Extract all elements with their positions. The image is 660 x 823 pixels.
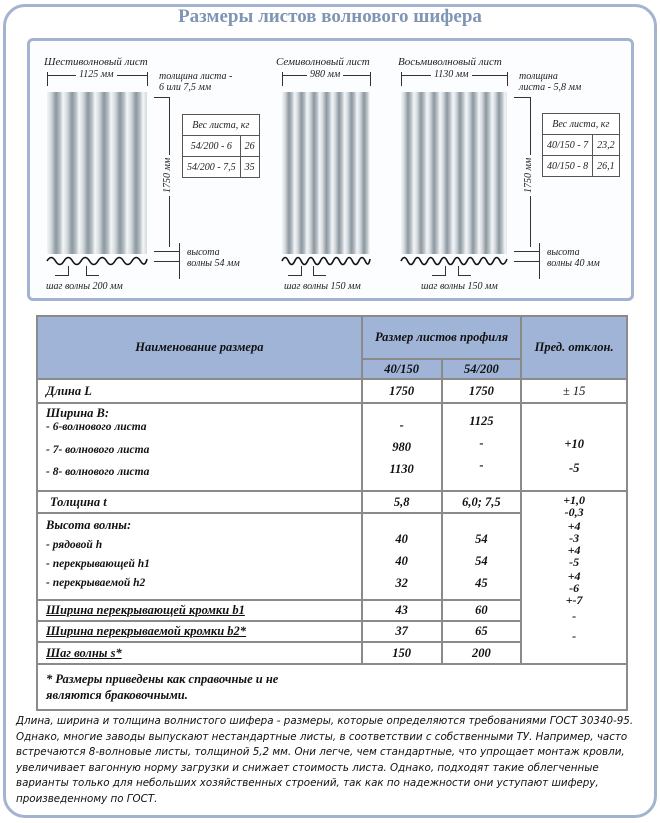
wave-profile-icon bbox=[400, 253, 508, 267]
width-label: 980 мм bbox=[307, 69, 343, 80]
wave-pitch-label: шаг волны 150 мм bbox=[284, 281, 361, 292]
table-row: Ширина перекрывающей кромки b1 43 60 bbox=[37, 600, 627, 621]
corrugated-sheet-image bbox=[401, 92, 507, 254]
sheet-caption: Семиволновый лист bbox=[276, 56, 370, 68]
wave-pitch-label: шаг волны 150 мм bbox=[421, 281, 498, 292]
wave-pitch-label: шаг волны 200 мм bbox=[46, 281, 123, 292]
table-row: Ширина B: - 6-волнового листа - 7- волнового листа - 8- волнового листа - 980 1130 1125 - - +10 -5 bbox=[37, 403, 627, 491]
diagram-panel bbox=[27, 38, 634, 301]
footnote: * Размеры приведены как справочные и не являются браковочными. bbox=[37, 664, 627, 710]
header-profile-group: Размер листов профиля bbox=[362, 316, 522, 359]
header-tolerance: Пред. отклон. bbox=[521, 316, 627, 379]
corrugated-sheet-image bbox=[282, 92, 370, 254]
table-row: Длина L 1750 1750 ± 15 bbox=[37, 379, 627, 403]
height-label: 1750 мм bbox=[523, 155, 534, 196]
height-label: 1750 мм bbox=[162, 155, 173, 196]
thickness-label: толщина листа - 5,8 мм bbox=[519, 71, 582, 93]
wave-height-label: высота волны 40 мм bbox=[547, 247, 600, 269]
spec-table-container bbox=[36, 315, 628, 711]
footnote-row bbox=[37, 664, 627, 710]
table-row: Толщина t 5,8 6,0; 7,5 +1,0 -0,3 +4 -3 +4 -5 +4 -6 +-7 - - bbox=[37, 491, 627, 513]
width-label: 1130 мм bbox=[431, 69, 472, 80]
corrugated-sheet-image bbox=[47, 92, 147, 254]
table-row: Ширина перекрываемой кромки b2* 37 65 bbox=[37, 621, 627, 642]
sheet-caption: Восьмиволновый лист bbox=[398, 56, 502, 68]
table-row: Высота волны: - рядовой h - перекрывающей h1 - перекрываемой h2 40 40 32 54 54 45 bbox=[37, 513, 627, 600]
weight-table: Вес листа, кг 40/150 - 7 23,2 40/150 - 8 26,1 bbox=[542, 113, 620, 177]
wave-profile-icon bbox=[46, 253, 148, 267]
wave-profile-icon bbox=[281, 253, 371, 267]
page-title: Размеры листов волнового шифера bbox=[178, 6, 482, 27]
description-text: Длина, ширина и толщина волнистого шифера - размеры, которые определяются требованиями ГОСТ 30340-95. Однако, многие заводы выпускают нестандартные листы, в соответствии с собственными ТУ. Например, часто встречаются 8-волновые листы, толщиной 5,2 мм. Они легче, чем стандартные, что упрощает монтаж кровли, увеличивает вагонную норму загрузки и снижает стоимость листа. Однако, подходят такие облегченные варианты только для небольших хозяйственных строений, так как по надежности они уступают шиферу, произведенному по ГОСТ. bbox=[16, 715, 634, 805]
six-wave-sheet-diagram bbox=[30, 41, 270, 301]
table-row: Шаг волны s* 150 200 bbox=[37, 642, 627, 664]
header-profile-a: 40/150 bbox=[362, 359, 442, 379]
weight-table: Вес листа, кг 54/200 - 6 26 54/200 - 7,5 35 bbox=[182, 114, 260, 178]
width-label: 1125 мм bbox=[76, 69, 117, 80]
seven-wave-sheet-diagram bbox=[270, 41, 400, 301]
header-profile-b: 54/200 bbox=[442, 359, 522, 379]
tolerance-column: +1,0 -0,3 +4 -3 +4 -5 +4 -6 +-7 - - bbox=[521, 491, 627, 664]
header-name: Наименование размера bbox=[37, 316, 362, 379]
wave-height-label: высота волны 54 мм bbox=[187, 247, 240, 269]
sheet-caption: Шестиволновый лист bbox=[44, 56, 148, 68]
thickness-label: толщина листа - 6 или 7,5 мм bbox=[159, 71, 233, 93]
spec-table bbox=[36, 315, 628, 711]
eight-wave-sheet-diagram bbox=[396, 41, 634, 301]
